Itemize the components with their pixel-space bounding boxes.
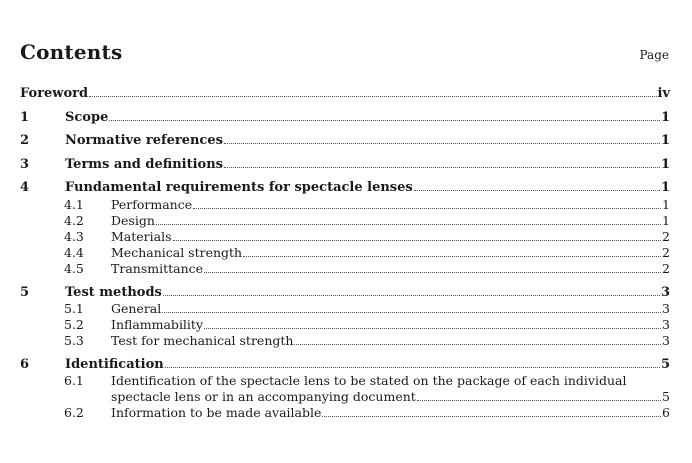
toc-entry-label: Test methods bbox=[65, 285, 162, 300]
leader-dots bbox=[173, 240, 662, 241]
leader-dots bbox=[204, 328, 661, 329]
toc-entry-number: 4.2 bbox=[64, 213, 84, 228]
toc-entry-number: 4.3 bbox=[64, 229, 84, 244]
toc-entry-4-5[interactable] bbox=[20, 261, 670, 277]
leader-dots bbox=[294, 344, 661, 345]
toc-entry-4-4[interactable] bbox=[20, 245, 670, 261]
toc-entry-label: Foreword bbox=[20, 86, 89, 101]
toc-entry-label: Identification bbox=[65, 357, 164, 372]
toc-entry-5[interactable] bbox=[20, 285, 670, 301]
leader-dots bbox=[243, 256, 661, 257]
toc-entry-page: 3 bbox=[660, 285, 670, 300]
toc-entry-4-3[interactable] bbox=[20, 229, 670, 245]
toc-entry-label: General bbox=[111, 301, 162, 316]
toc-entry-number: 3 bbox=[20, 157, 30, 172]
toc-entry-page: 1 bbox=[662, 197, 670, 212]
page-column-label: Page bbox=[639, 48, 669, 62]
leader-dots bbox=[163, 295, 660, 296]
toc-entry-number: 5.1 bbox=[64, 301, 84, 316]
toc-entry-page: 2 bbox=[662, 229, 670, 244]
toc-entry-label: Information to be made available bbox=[111, 405, 322, 420]
toc-entry-page: iv bbox=[657, 86, 670, 101]
toc-entry-number: 4.4 bbox=[64, 245, 84, 260]
toc-entry-number: 1 bbox=[20, 110, 30, 125]
toc-entry-5-3[interactable] bbox=[20, 333, 670, 349]
leader-dots bbox=[193, 208, 661, 209]
toc-entry-label-line1: Identification of the spectacle lens to be stated on the package of each individual bbox=[111, 373, 627, 388]
toc-entry-label-line2: spectacle lens or in an accompanying document bbox=[111, 389, 416, 404]
leader-dots bbox=[89, 96, 656, 97]
toc-entry-label: Test for mechanical strength bbox=[111, 333, 294, 348]
page-title: Contents bbox=[20, 40, 123, 64]
toc-entry-label: Performance bbox=[111, 197, 193, 212]
leader-dots bbox=[322, 416, 661, 417]
leader-dots bbox=[165, 367, 660, 368]
toc-entry-page: 6 bbox=[662, 405, 670, 420]
toc-entry-5-2[interactable] bbox=[20, 317, 670, 333]
leader-dots bbox=[414, 190, 660, 191]
toc-entry-page: 1 bbox=[662, 213, 670, 228]
toc-entry-number: 5.2 bbox=[64, 317, 84, 332]
toc-entry-label: Normative references bbox=[65, 133, 223, 148]
toc-entry-number: 4 bbox=[20, 180, 30, 195]
toc-entry-4-1[interactable] bbox=[20, 197, 670, 213]
toc-entry-page: 2 bbox=[662, 245, 670, 260]
toc-entry-page: 1 bbox=[660, 180, 670, 195]
leader-dots bbox=[204, 272, 661, 273]
toc-entry-page: 2 bbox=[662, 261, 670, 276]
toc-entry-number: 5 bbox=[20, 285, 30, 300]
toc-entry-label: Design bbox=[111, 213, 155, 228]
toc-entry-label: Transmittance bbox=[111, 261, 204, 276]
toc-entry-number: 6.1 bbox=[64, 373, 84, 388]
toc-entry-page: 1 bbox=[660, 110, 670, 125]
toc-entry-2[interactable] bbox=[20, 133, 670, 149]
toc-entry-1[interactable] bbox=[20, 110, 670, 126]
leader-dots bbox=[224, 143, 660, 144]
toc-entry-page: 1 bbox=[660, 133, 670, 148]
toc-entry-label: Materials bbox=[111, 229, 172, 244]
toc-entry-number: 5.3 bbox=[64, 333, 84, 348]
toc-entry-label: Terms and definitions bbox=[65, 157, 223, 172]
toc-entry-page: 1 bbox=[660, 157, 670, 172]
leader-dots bbox=[156, 224, 661, 225]
leader-dots bbox=[224, 167, 660, 168]
toc-entry-label: Mechanical strength bbox=[111, 245, 243, 260]
leader-dots bbox=[109, 120, 660, 121]
toc-entry-4-2[interactable] bbox=[20, 213, 670, 229]
toc-entry-page: 5 bbox=[662, 389, 670, 404]
toc-entry-3[interactable] bbox=[20, 157, 670, 173]
toc-entry-5-1[interactable] bbox=[20, 301, 670, 317]
toc-entry-label: Fundamental requirements for spectacle lenses bbox=[65, 180, 413, 195]
toc-entry-page: 3 bbox=[662, 301, 670, 316]
toc-entry-number: 2 bbox=[20, 133, 30, 148]
toc-entry-number: 4.5 bbox=[64, 261, 84, 276]
leader-dots bbox=[162, 312, 661, 313]
toc-entry-label: Scope bbox=[65, 110, 109, 125]
toc-entry-number: 6.2 bbox=[64, 405, 84, 420]
toc-entry-page: 5 bbox=[660, 357, 670, 372]
leader-dots bbox=[417, 400, 661, 401]
toc-entry-label: Inflammability bbox=[111, 317, 204, 332]
toc-entry-6-1[interactable] bbox=[20, 373, 670, 405]
toc-entry-foreword[interactable] bbox=[20, 86, 670, 102]
toc-entry-page: 3 bbox=[662, 317, 670, 332]
toc-entry-number: 6 bbox=[20, 357, 30, 372]
toc-entry-page: 3 bbox=[662, 333, 670, 348]
toc-entry-6[interactable] bbox=[20, 357, 670, 373]
toc-entry-4[interactable] bbox=[20, 180, 670, 196]
toc-entry-6-2[interactable] bbox=[20, 405, 670, 421]
toc-entry-number: 4.1 bbox=[64, 197, 84, 212]
